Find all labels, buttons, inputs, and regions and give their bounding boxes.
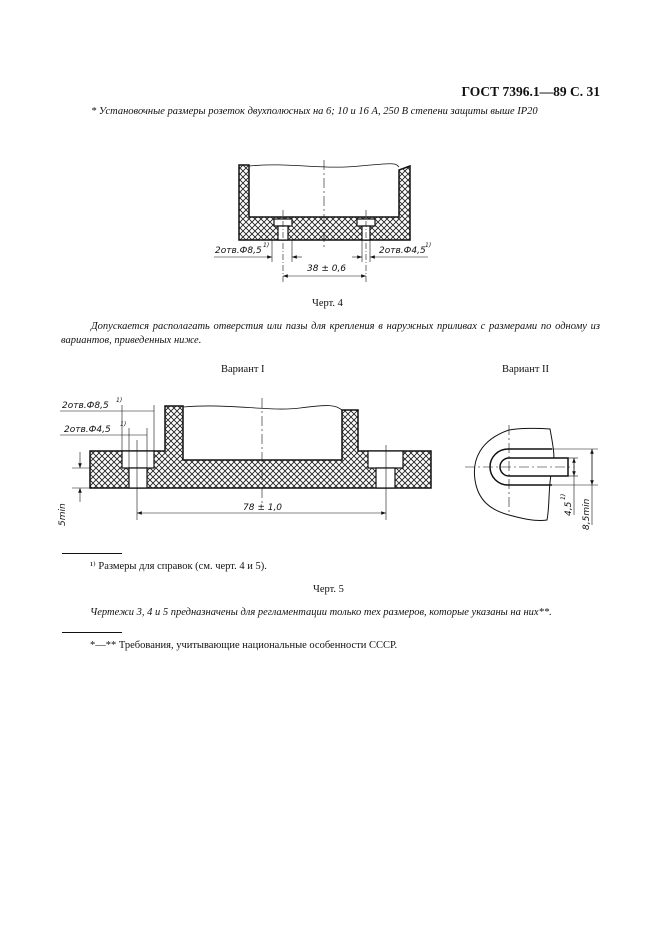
para-drawings: Чертежи 3, 4 и 5 предназначены для регламентации только тех размеров, которые указаны на них**. [90,607,552,618]
fig4-dim: 38 ± 0,6 [307,264,347,274]
footnote-mark: 1) [560,493,567,500]
variant-1-title: Вариант I [221,364,265,375]
page-header: ГОСТ 7396.1—89 С. 31 [461,84,600,99]
hole-counterbore-right [368,451,403,468]
footnote-mark: 1) [263,242,270,249]
hole-through-left [129,468,147,488]
note-top: * Установочные размеры розеток двухполюсных на 6; 10 и 16 А, 250 В степени защиты выше IP20 [91,106,538,117]
fig5-caption: Черт. 5 [313,584,344,595]
footnote-mark: 1) [116,397,123,404]
v1-label-mid: 2отв.Ф4,5 [64,425,111,435]
hole-counterbore-left [122,451,154,468]
footnote-mark: 1) [425,242,432,249]
fig4-label-left: 2отв.Ф8,5 [215,246,262,256]
para-variants: Допускается располагать отверстия или пазы для крепления в наружных приливах с размерами по одному из вариантов, приведенных ниже. [61,321,600,346]
v2-dim-min: 8,5min [582,498,592,530]
v2-dim-slot: 4,5 [564,501,574,516]
socket-section [239,165,410,240]
variant-2-drawing [465,425,598,530]
fig4-caption: Черт. 4 [312,298,343,309]
v1-dim-min: 5min [58,503,68,526]
footnote-rule [62,553,122,554]
footnote-2: *—** Требования, учитывающие национальные особенности СССР. [90,640,398,651]
variant-1-drawing [58,397,431,526]
hole-through-right [376,468,395,488]
footnote-1: ¹⁾ Размеры для справок (см. черт. 4 и 5). [90,561,267,572]
v1-dim: 78 ± 1,0 [243,503,283,513]
variant-2-title: Вариант II [502,364,550,375]
fig4-label-right: 2отв.Ф4,5 [379,246,426,256]
v1-label-top: 2отв.Ф8,5 [62,401,109,411]
footnote-rule [62,632,122,633]
figure-4 [214,160,431,282]
footnote-mark: 1) [120,421,127,428]
